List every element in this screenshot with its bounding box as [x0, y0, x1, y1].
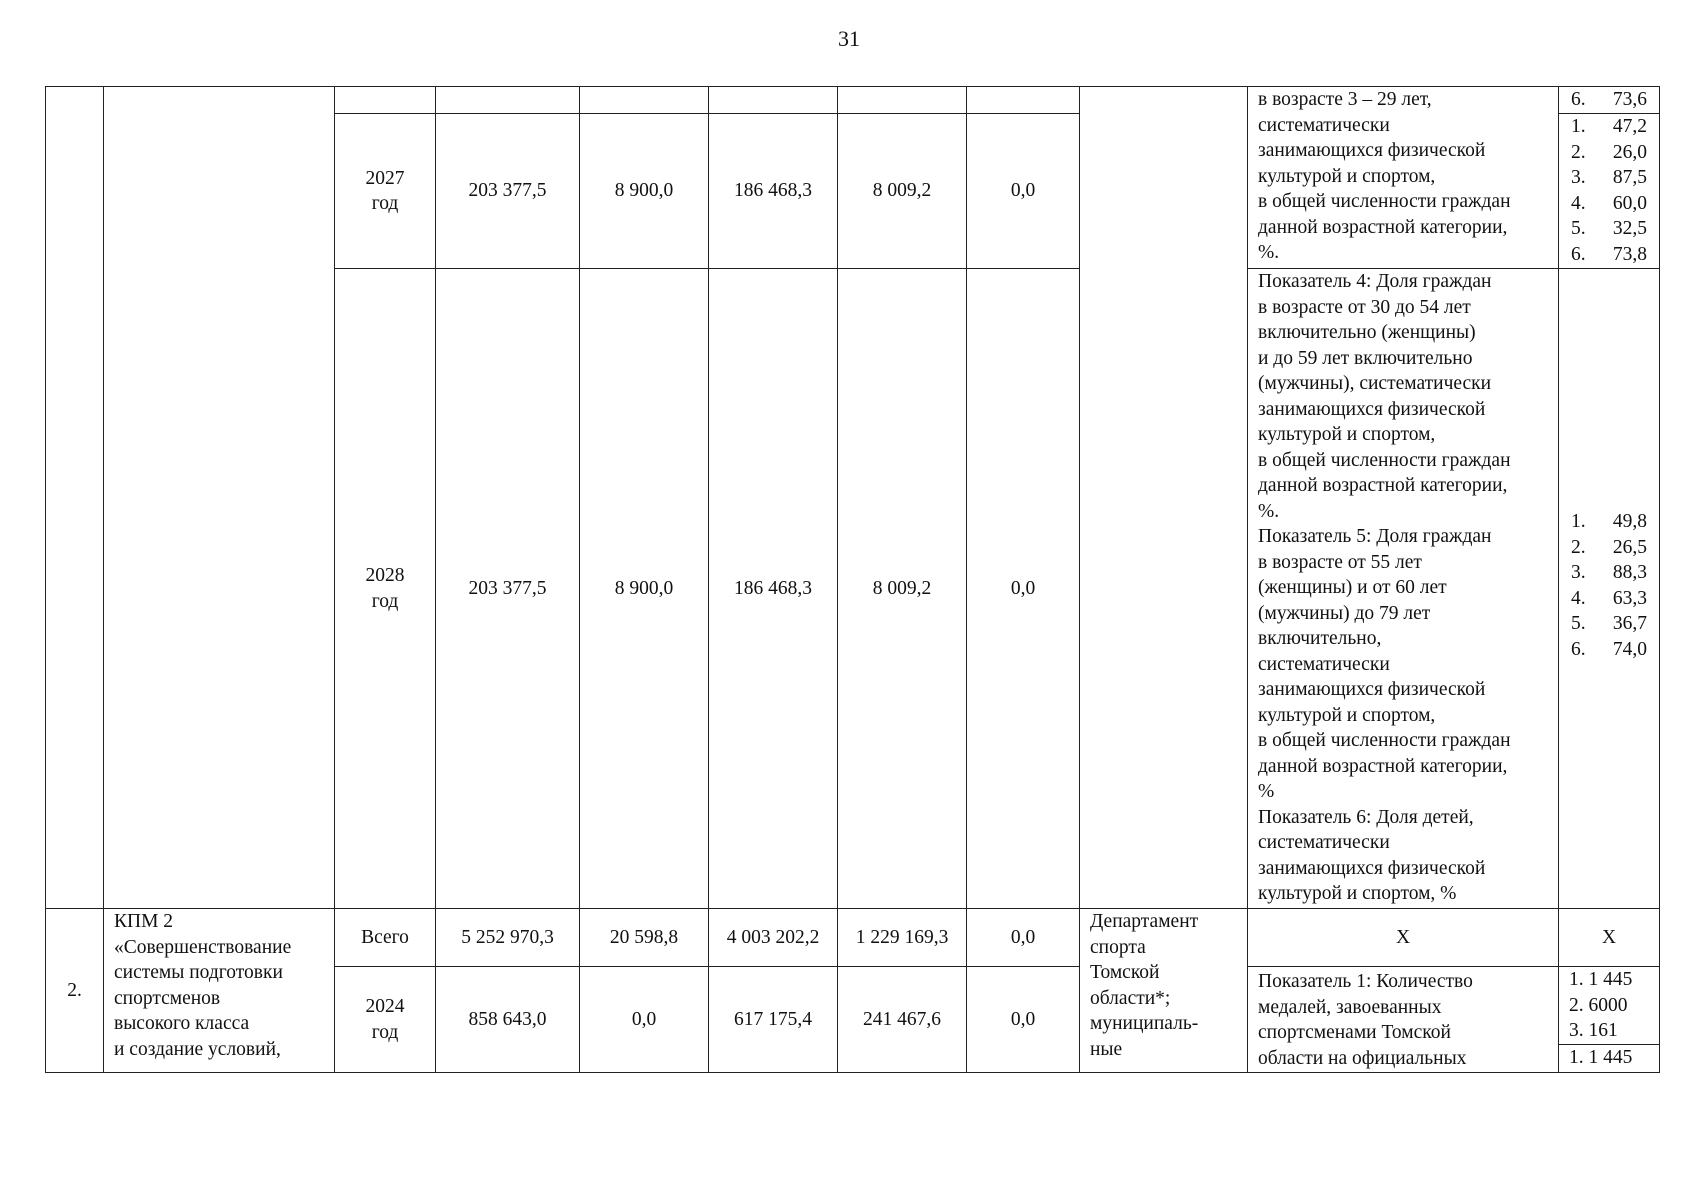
regional-cell: 186 468,3	[709, 114, 838, 269]
indicator-index: 1.	[1571, 511, 1586, 532]
indicator-index: 2.	[1571, 141, 1586, 163]
indicator-value-line	[1571, 637, 1647, 663]
regional-cell: 186 468,3	[709, 269, 838, 909]
other-cell	[967, 87, 1080, 114]
year-cell	[335, 87, 436, 114]
indicator-values-cell	[1559, 269, 1660, 909]
indicator-values-cell	[1559, 1045, 1660, 1073]
other-cell: 0,0	[967, 269, 1080, 909]
indicator-value: 26,0	[1612, 141, 1647, 163]
indicator-text-cell: Показатель 4: Доля граждан в возрасте от 30 до 54 лет включительно (женщины) и до 59 лет включительно (мужчины), систематически занимающихся физической культурой и спортом, в общей численности граждан данной возрастной категории, %. Показатель 5: Доля граждан в возрасте от 55 лет (женщины) и от 60 лет (мужчины) до 79 лет включительно, систематически занимающихся физической культурой и спортом, в общей численности граждан данной возрастной категории, % Показатель 6: Доля детей, систематически занимающихся физической культурой и спортом, %	[1248, 269, 1559, 909]
indicator-index: 5.	[1571, 218, 1586, 239]
table-row	[46, 87, 1660, 114]
indicator-index: 1.	[1571, 116, 1586, 137]
indicator-index: 5.	[1571, 613, 1586, 634]
indicator-value-line	[1571, 560, 1647, 586]
indicator-index: 4.	[1571, 587, 1586, 609]
indicator-text-cell: Х	[1248, 909, 1559, 967]
local-cell: 241 467,6	[838, 967, 967, 1073]
executor-cell: Департамент спорта Томской области*; муниципаль- ные	[1080, 909, 1248, 1073]
other-cell: 0,0	[967, 967, 1080, 1073]
local-cell: 8 009,2	[838, 269, 967, 909]
row-number-cell	[46, 87, 104, 909]
indicator-value-line	[1571, 191, 1647, 217]
indicator-index: 6.	[1571, 638, 1586, 660]
total-cell: 203 377,5	[436, 114, 580, 269]
indicator-value-line	[1571, 216, 1647, 242]
indicator-value-line	[1571, 535, 1647, 561]
local-cell: 8 009,2	[838, 114, 967, 269]
indicator-index: 2.	[1571, 536, 1586, 558]
regional-cell	[709, 87, 838, 114]
year-cell: 2028 год	[335, 269, 436, 909]
local-cell: 1 229 169,3	[838, 909, 967, 967]
indicator-values-cell	[1559, 114, 1660, 269]
program-table	[45, 86, 1660, 1073]
federal-cell: 8 900,0	[580, 269, 709, 909]
year-cell: 2027 год	[335, 114, 436, 269]
total-cell: 858 643,0	[436, 967, 580, 1073]
measure-name-cell: КПМ 2 «Совершенствование системы подготовки спортсменов высокого класса и создание условий,	[104, 909, 335, 1073]
indicator-value-line	[1571, 114, 1647, 140]
row-number-cell: 2.	[46, 909, 104, 1073]
indicator-value: 60,0	[1612, 192, 1647, 214]
indicator-index: 3.	[1571, 562, 1586, 583]
indicator-value: 73,8	[1612, 243, 1647, 265]
federal-cell: 8 900,0	[580, 114, 709, 269]
indicator-value: 49,8	[1612, 511, 1647, 532]
indicator-index: 6.	[1571, 243, 1586, 265]
indicator-value: 73,6	[1612, 89, 1647, 110]
table-row	[46, 909, 1660, 967]
measure-name-cell	[104, 87, 335, 909]
indicator-text-cell: Показатель 1: Количество медалей, завоеванных спортсменами Томской области на официальных	[1248, 967, 1559, 1073]
indicator-index: 3.	[1571, 167, 1586, 188]
indicator-value: 63,3	[1612, 587, 1647, 609]
page-number: 31	[838, 26, 860, 51]
federal-cell: 0,0	[580, 967, 709, 1073]
indicator-value-line	[1571, 140, 1647, 166]
indicator-index: 6.	[1571, 89, 1586, 110]
total-cell	[436, 87, 580, 114]
regional-cell: 4 003 202,2	[709, 909, 838, 967]
indicator-value: 32,5	[1612, 218, 1647, 239]
local-cell	[838, 87, 967, 114]
total-cell: 203 377,5	[436, 269, 580, 909]
federal-cell: 20 598,8	[580, 909, 709, 967]
indicator-value: 26,5	[1612, 536, 1647, 558]
indicator-values-cell	[1559, 967, 1660, 1045]
indicator-value-line	[1571, 509, 1647, 535]
indicator-value-line	[1571, 611, 1647, 637]
executor-cell	[1080, 87, 1248, 909]
indicator-value-line: 1. 1 445	[1569, 969, 1633, 990]
indicator-value: 47,2	[1612, 116, 1647, 137]
indicator-value: 36,7	[1612, 613, 1647, 634]
indicator-value-line	[1571, 242, 1647, 268]
indicator-value-line: 2. 6000	[1569, 994, 1628, 1016]
other-cell: 0,0	[967, 909, 1080, 967]
indicator-value-line	[1571, 87, 1647, 113]
year-cell: Всего	[335, 909, 436, 967]
regional-cell: 617 175,4	[709, 967, 838, 1073]
federal-cell	[580, 87, 709, 114]
indicator-value-line: 3. 161	[1569, 1020, 1618, 1041]
indicator-value-line	[1571, 165, 1647, 191]
year-cell: 2024 год	[335, 967, 436, 1073]
indicator-value: 87,5	[1612, 167, 1647, 188]
indicator-value: 88,3	[1612, 562, 1647, 583]
indicator-values-cell	[1559, 87, 1660, 114]
indicator-value-line: 1. 1 445	[1569, 1047, 1633, 1068]
indicator-value: 74,0	[1612, 638, 1647, 660]
indicator-value-line	[1571, 586, 1647, 612]
other-cell: 0,0	[967, 114, 1080, 269]
indicator-index: 4.	[1571, 192, 1586, 214]
indicator-text-cell: в возрасте 3 – 29 лет, систематически занимающихся физической культурой и спортом, в общей численности граждан данной возрастной категории, %.	[1248, 87, 1559, 269]
total-cell: 5 252 970,3	[436, 909, 580, 967]
indicator-values-cell: Х	[1559, 909, 1660, 967]
